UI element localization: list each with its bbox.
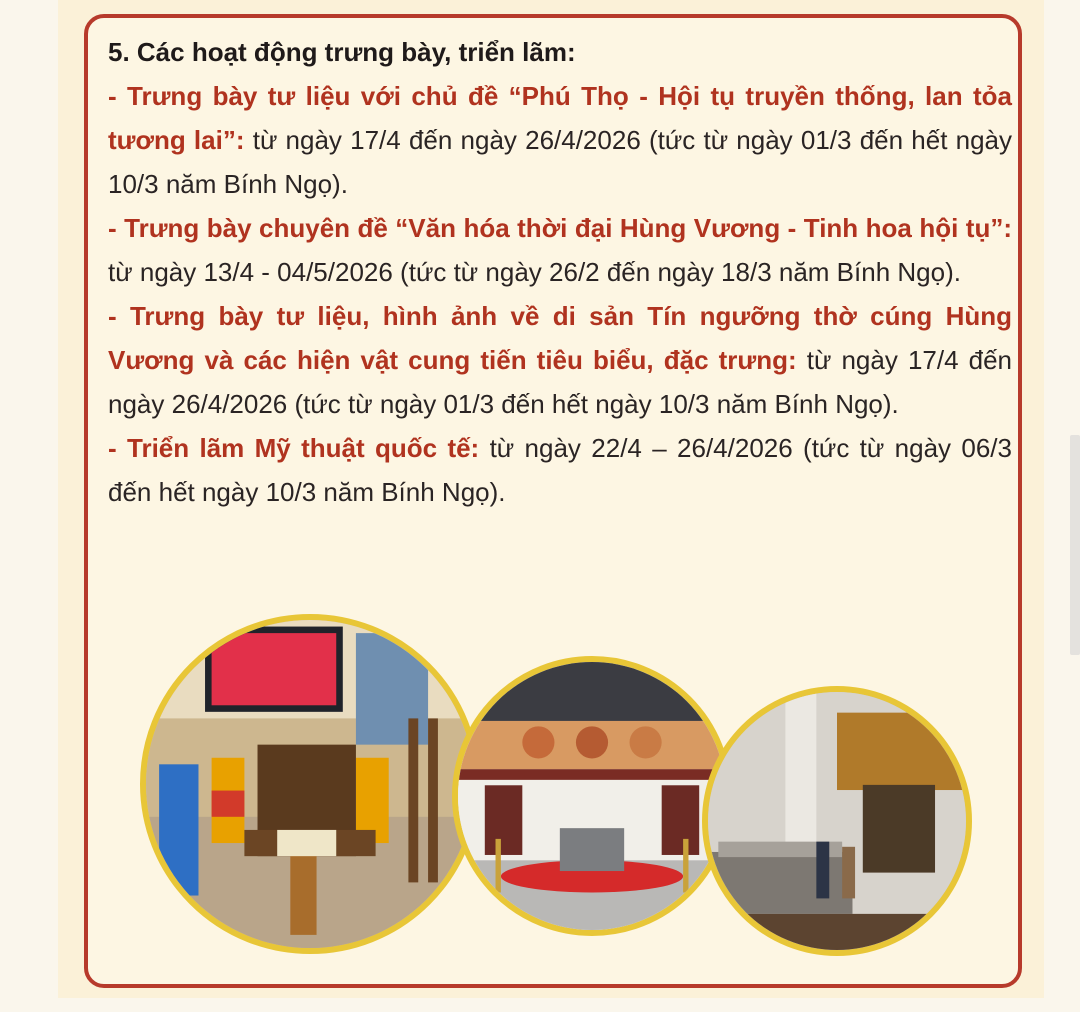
- list-item: [108, 426, 1012, 514]
- item-title: - Triển lãm Mỹ thuật quốc tế:: [108, 433, 480, 463]
- item-title: - Trưng bày tư liệu, hình ảnh về di sản Tín ngưỡng thờ cúng Hùng Vương và các hiện vật cung tiến tiêu biểu, đặc trưng:: [108, 301, 1012, 375]
- item-title: - Trưng bày tư liệu với chủ đề “Phú Thọ - Hội tụ truyền thống, lan tỏa tương lai”:: [108, 81, 1012, 155]
- item-dates: từ ngày 22/4 – 26/4/2026 (tức từ ngày 06/3 đến hết ngày 10/3 năm Bính Ngọ).: [108, 433, 1012, 507]
- scrollbar[interactable]: [1070, 435, 1080, 655]
- list-item: [108, 74, 1012, 206]
- list-item: [108, 206, 1012, 294]
- page-margin-bottom: [0, 998, 1080, 1012]
- photo-collage: [130, 600, 980, 960]
- item-dates: từ ngày 13/4 - 04/5/2026 (tức từ ngày 26/2 đến ngày 18/3 năm Bính Ngọ).: [108, 257, 961, 287]
- list-item: [108, 294, 1012, 426]
- item-dates: từ ngày 17/4 đến ngày 26/4/2026 (tức từ ngày 01/3 đến hết ngày 10/3 năm Bính Ngọ).: [108, 125, 1013, 199]
- item-dates: từ ngày 17/4 đến ngày 26/4/2026 (tức từ ngày 01/3 đến hết ngày 10/3 năm Bính Ngọ).: [108, 345, 1013, 419]
- page-margin-left: [0, 0, 58, 1012]
- exhibition-photo-gallery: [702, 686, 972, 956]
- section-heading: 5. Các hoạt động trưng bày, triển lãm:: [108, 37, 576, 67]
- section-content: [108, 30, 1012, 514]
- item-title: - Trưng bày chuyên đề “Văn hóa thời đại Hùng Vương - Tinh hoa hội tụ”:: [108, 213, 1012, 243]
- exhibition-photo-artifacts: [140, 614, 480, 954]
- exhibition-photo-hall: [452, 656, 732, 936]
